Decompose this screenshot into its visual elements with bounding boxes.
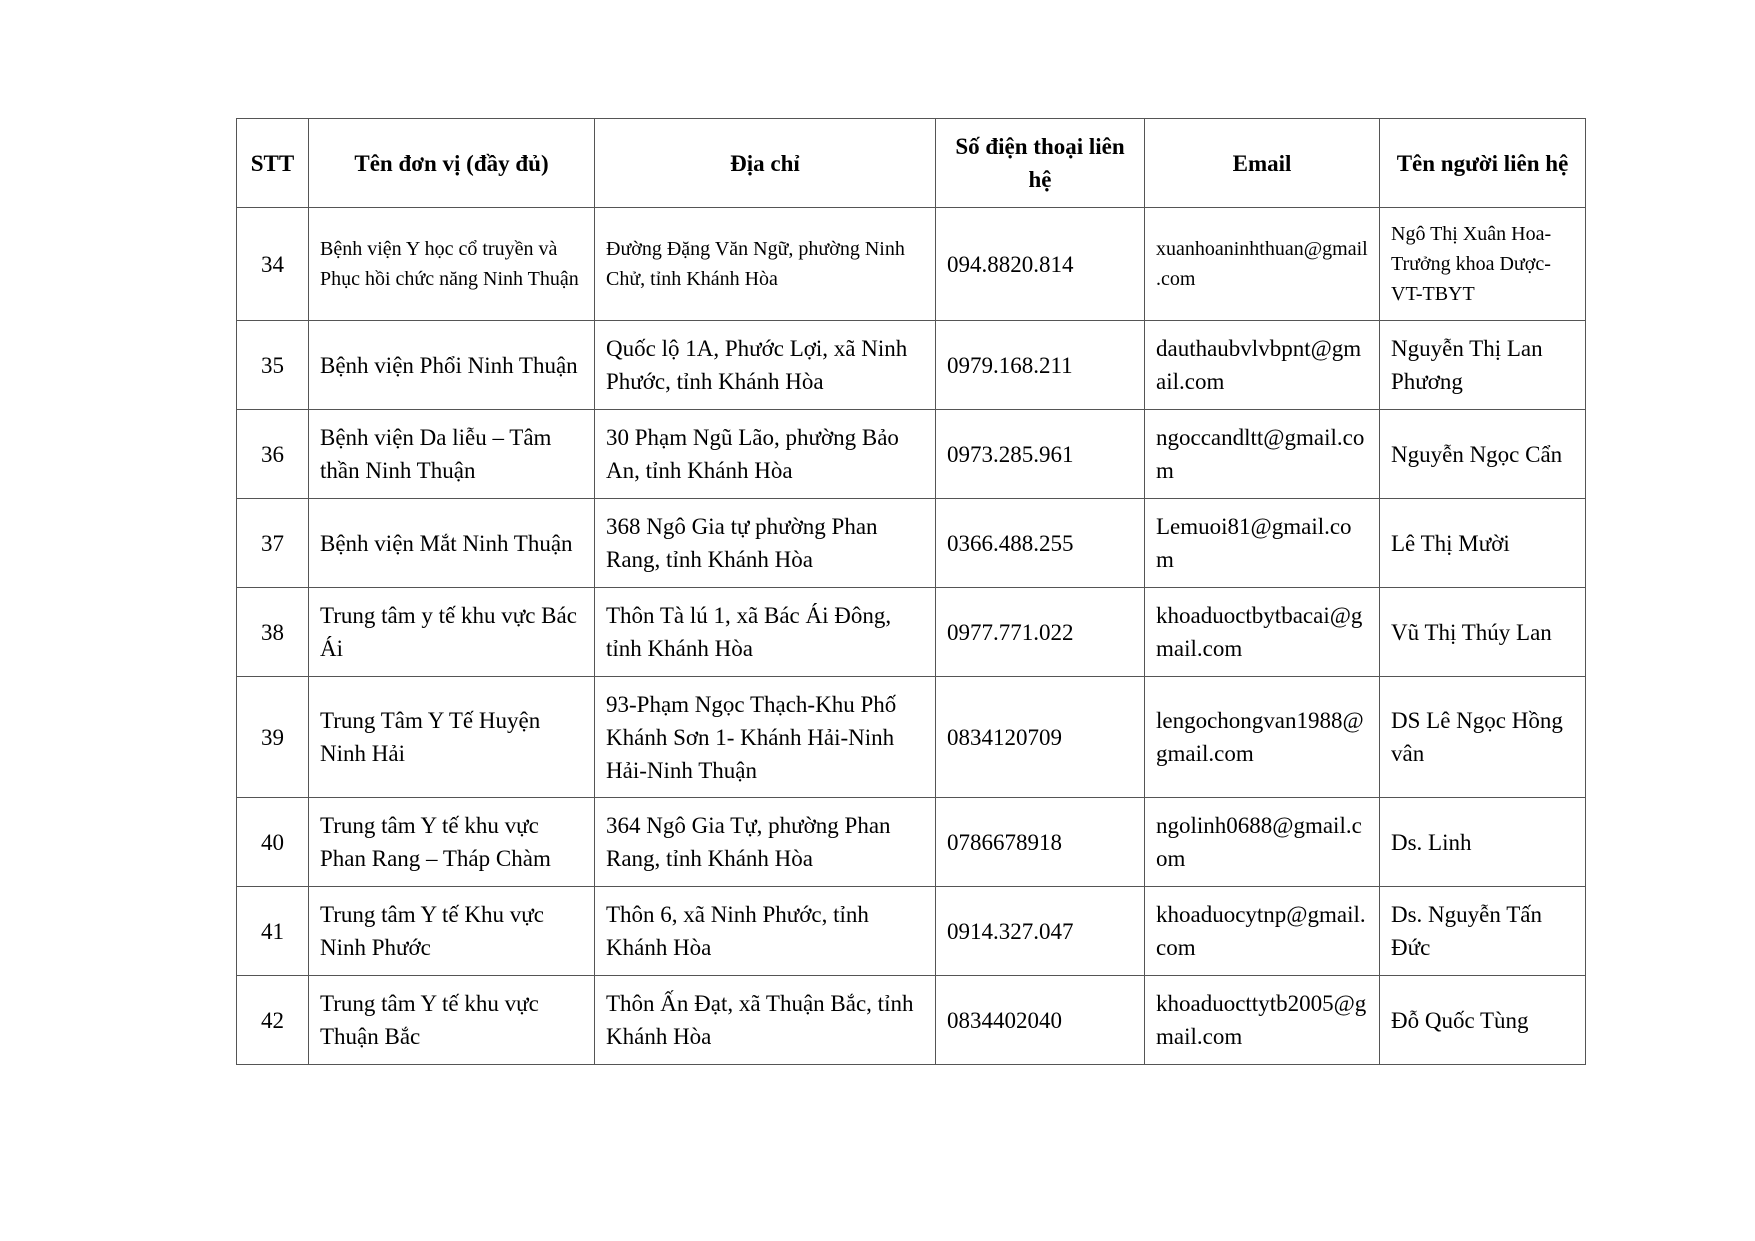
cell-email: dauthaubvlvbpnt@gmail.com (1145, 321, 1380, 410)
cell-phone: 0786678918 (936, 798, 1145, 887)
cell-name: Bệnh viện Mắt Ninh Thuận (309, 499, 595, 588)
cell-phone: 0979.168.211 (936, 321, 1145, 410)
cell-address: 368 Ngô Gia tự phường Phan Rang, tỉnh Khánh Hòa (595, 499, 936, 588)
cell-address: Đường Đặng Văn Ngữ, phường Ninh Chử, tỉnh Khánh Hòa (595, 208, 936, 321)
cell-address: Quốc lộ 1A, Phước Lợi, xã Ninh Phước, tỉnh Khánh Hòa (595, 321, 936, 410)
cell-stt: 39 (237, 677, 309, 798)
cell-contact: Lê Thị Mười (1380, 499, 1586, 588)
cell-contact: Vũ Thị Thúy Lan (1380, 588, 1586, 677)
cell-phone: 0914.327.047 (936, 887, 1145, 976)
table-row (237, 499, 1586, 588)
cell-phone: 0834120709 (936, 677, 1145, 798)
cell-name: Bệnh viện Da liễu – Tâm thần Ninh Thuận (309, 410, 595, 499)
table-row (237, 588, 1586, 677)
cell-email: ngolinh0688@gmail.com (1145, 798, 1380, 887)
cell-email: khoaduoctbytbacai@gmail.com (1145, 588, 1380, 677)
header-stt: STT (237, 119, 309, 208)
cell-stt: 38 (237, 588, 309, 677)
cell-name: Trung tâm Y tế khu vực Phan Rang – Tháp Chàm (309, 798, 595, 887)
cell-stt: 37 (237, 499, 309, 588)
table-row (237, 887, 1586, 976)
cell-email: ngoccandltt@gmail.com (1145, 410, 1380, 499)
header-phone: Số điện thoại liên hệ (936, 119, 1145, 208)
header-contact: Tên người liên hệ (1380, 119, 1586, 208)
table-row (237, 976, 1586, 1065)
cell-phone: 0977.771.022 (936, 588, 1145, 677)
cell-stt: 41 (237, 887, 309, 976)
cell-address: Thôn 6, xã Ninh Phước, tỉnh Khánh Hòa (595, 887, 936, 976)
cell-name: Bệnh viện Phổi Ninh Thuận (309, 321, 595, 410)
cell-address: 93-Phạm Ngọc Thạch-Khu Phố Khánh Sơn 1- Khánh Hải-Ninh Hải-Ninh Thuận (595, 677, 936, 798)
cell-contact: Ds. Linh (1380, 798, 1586, 887)
cell-stt: 36 (237, 410, 309, 499)
cell-address: Thôn Tà lú 1, xã Bác Ái Đông, tỉnh Khánh Hòa (595, 588, 936, 677)
cell-address: 364 Ngô Gia Tự, phường Phan Rang, tỉnh Khánh Hòa (595, 798, 936, 887)
cell-name: Trung Tâm Y Tế Huyện Ninh Hải (309, 677, 595, 798)
cell-address: Thôn Ấn Đạt, xã Thuận Bắc, tỉnh Khánh Hòa (595, 976, 936, 1065)
cell-email: lengochongvan1988@gmail.com (1145, 677, 1380, 798)
contacts-table (236, 118, 1586, 1065)
cell-stt: 35 (237, 321, 309, 410)
table-row (237, 798, 1586, 887)
table-row (237, 321, 1586, 410)
cell-stt: 40 (237, 798, 309, 887)
cell-email: khoaduocttytb2005@gmail.com (1145, 976, 1380, 1065)
header-row (237, 119, 1586, 208)
header-address: Địa chỉ (595, 119, 936, 208)
cell-contact: Ngô Thị Xuân Hoa-Trưởng khoa Dược-VT-TBYT (1380, 208, 1586, 321)
cell-contact: Nguyễn Thị Lan Phương (1380, 321, 1586, 410)
table-row (237, 410, 1586, 499)
cell-address: 30 Phạm Ngũ Lão, phường Bảo An, tỉnh Khánh Hòa (595, 410, 936, 499)
cell-phone: 094.8820.814 (936, 208, 1145, 321)
cell-name: Bệnh viện Y học cổ truyền và Phục hồi chức năng Ninh Thuận (309, 208, 595, 321)
header-email: Email (1145, 119, 1380, 208)
header-name: Tên đơn vị (đầy đủ) (309, 119, 595, 208)
cell-email: Lemuoi81@gmail.com (1145, 499, 1380, 588)
cell-stt: 34 (237, 208, 309, 321)
cell-contact: Ds. Nguyễn Tấn Đức (1380, 887, 1586, 976)
cell-phone: 0834402040 (936, 976, 1145, 1065)
table-row (237, 677, 1586, 798)
cell-contact: Đỗ Quốc Tùng (1380, 976, 1586, 1065)
cell-phone: 0973.285.961 (936, 410, 1145, 499)
cell-name: Trung tâm Y tế khu vực Thuận Bắc (309, 976, 595, 1065)
cell-email: xuanhoaninhthuan@gmail.com (1145, 208, 1380, 321)
cell-phone: 0366.488.255 (936, 499, 1145, 588)
cell-email: khoaduocytnp@gmail.com (1145, 887, 1380, 976)
table-row (237, 208, 1586, 321)
cell-name: Trung tâm y tế khu vực Bác Ái (309, 588, 595, 677)
cell-stt: 42 (237, 976, 309, 1065)
cell-name: Trung tâm Y tế Khu vực Ninh Phước (309, 887, 595, 976)
cell-contact: DS Lê Ngọc Hồng vân (1380, 677, 1586, 798)
cell-contact: Nguyễn Ngọc Cẩn (1380, 410, 1586, 499)
